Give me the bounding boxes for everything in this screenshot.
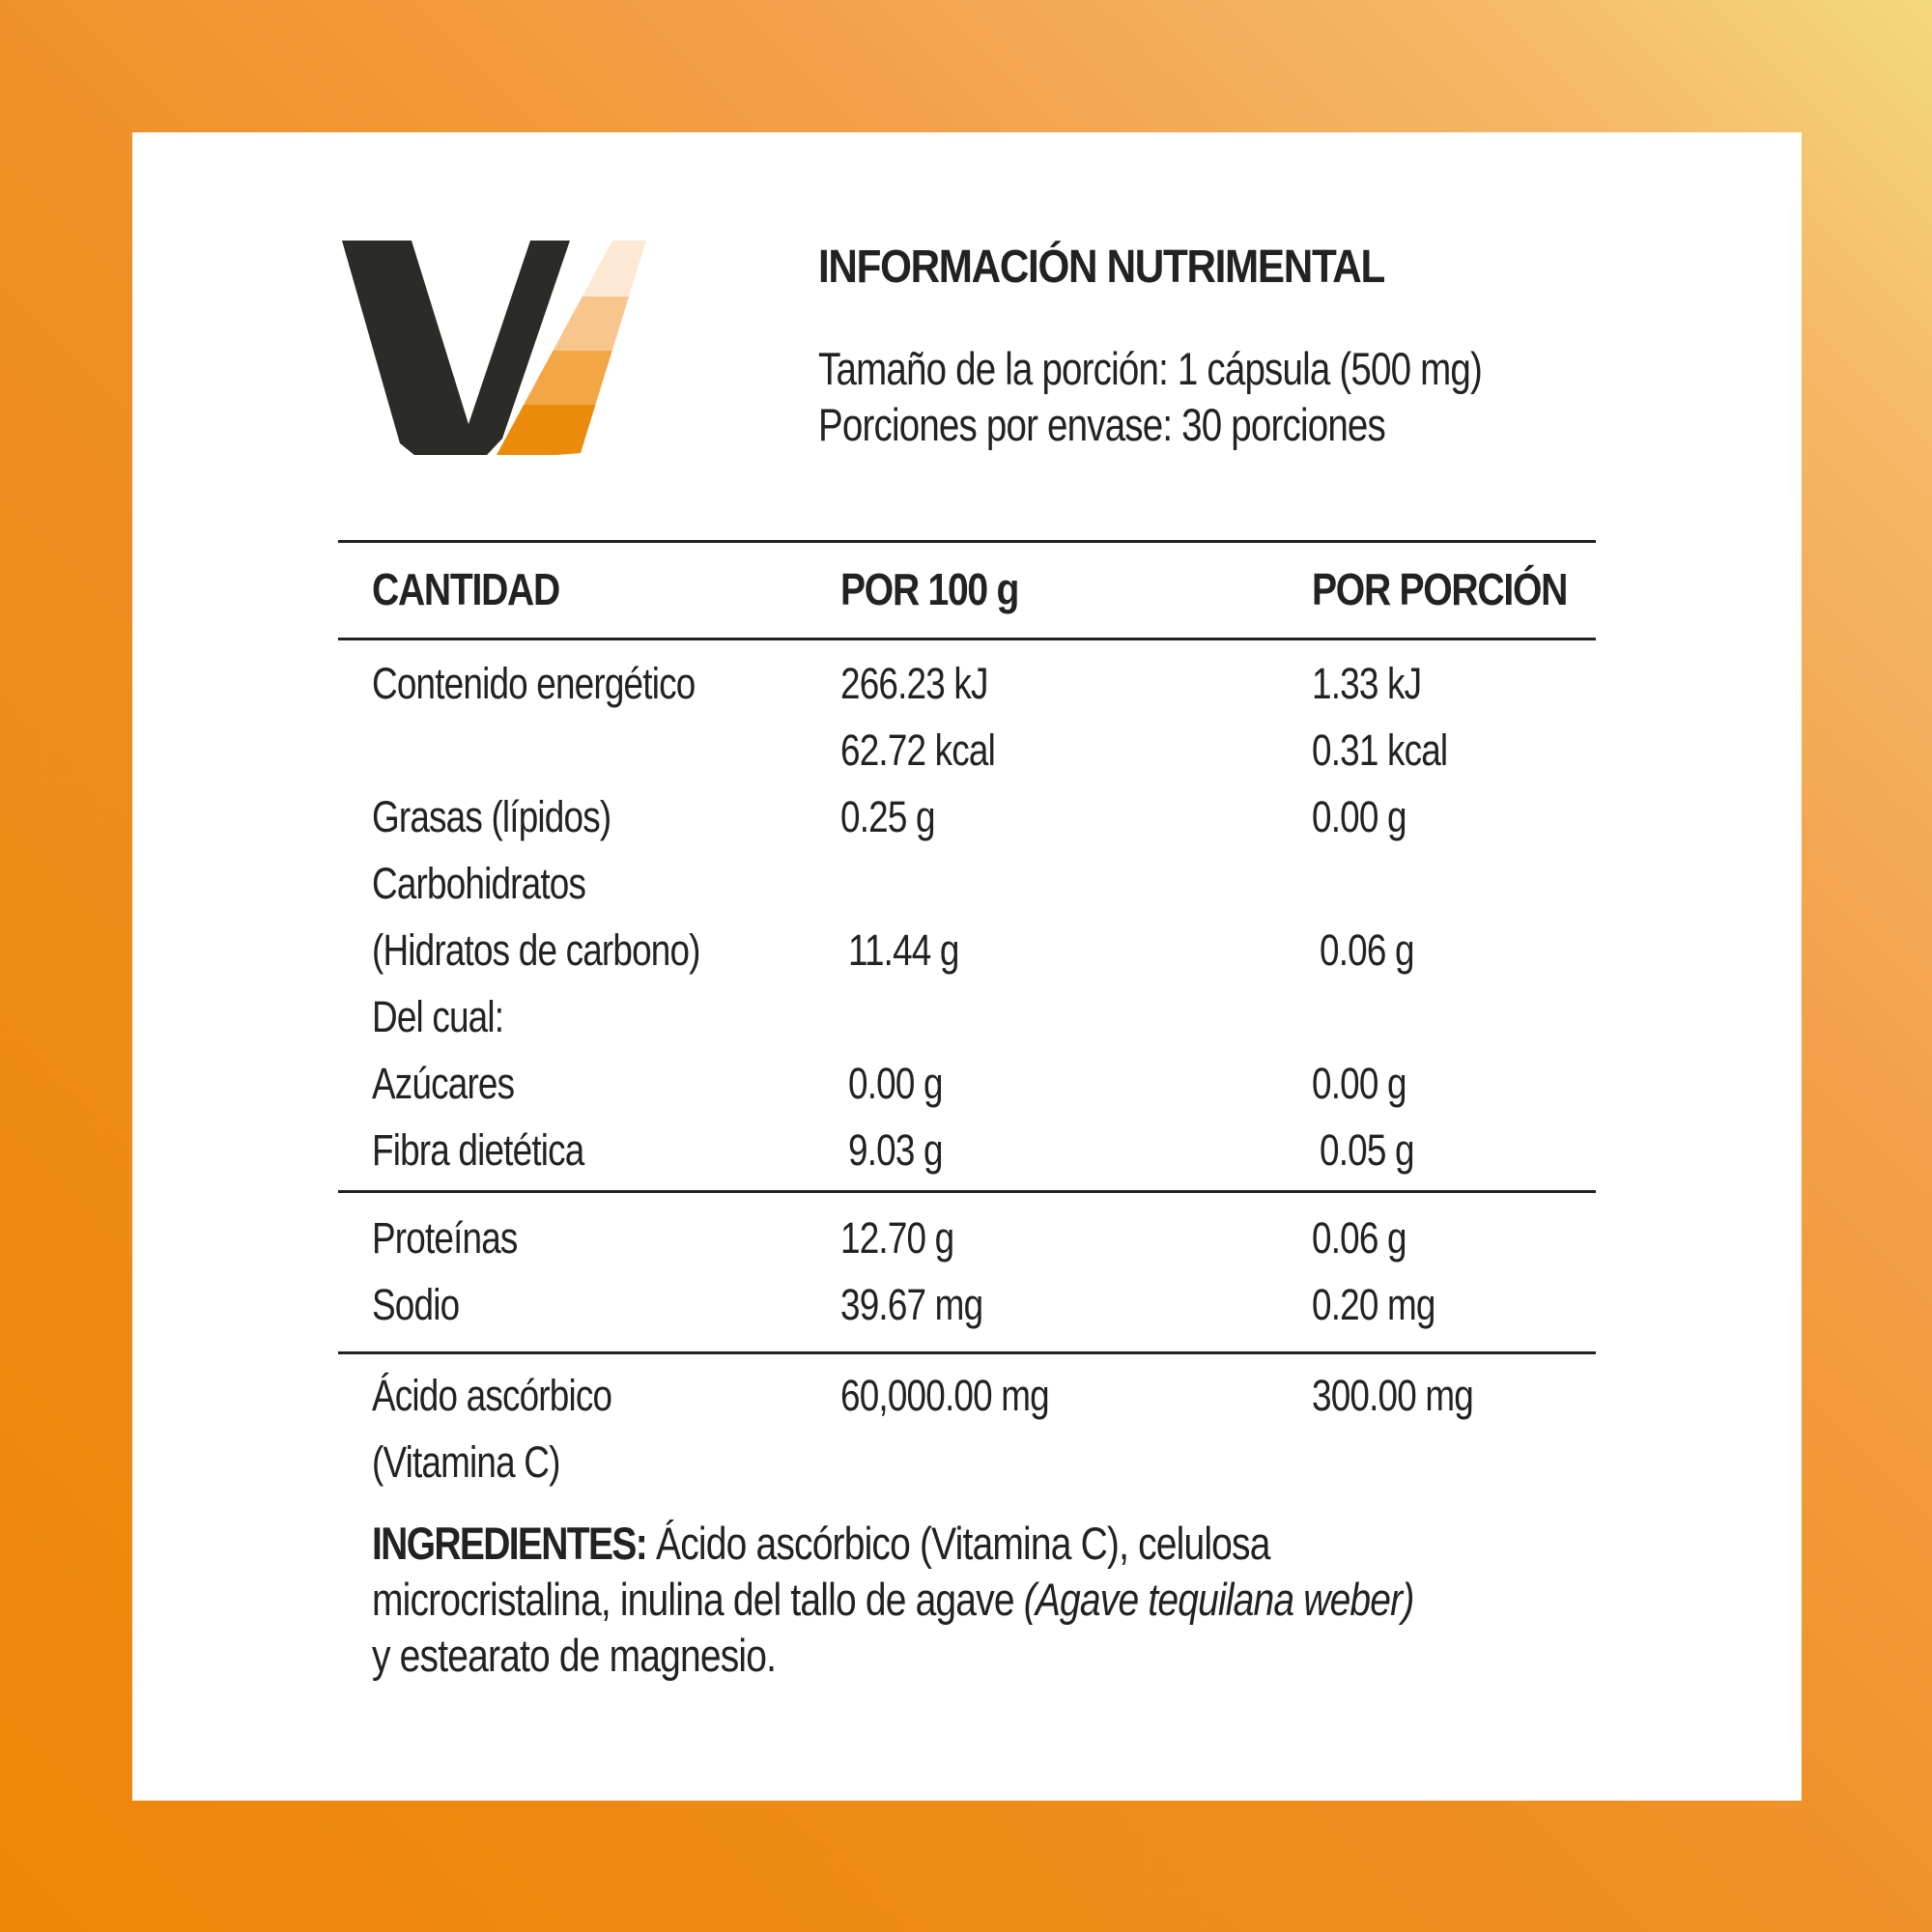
ingredients-label: INGREDIENTES:: [372, 1518, 647, 1569]
table-section-macros: [338, 640, 1596, 1190]
table-header-row: [338, 543, 1596, 638]
table-row-per100: 0.00 g: [848, 1059, 943, 1108]
table-section-vitamin: [338, 1354, 1596, 1509]
table-row-label: Carbohidratos: [372, 859, 586, 908]
header: [818, 239, 1707, 453]
table-row-label: Azúcares: [372, 1059, 515, 1108]
table-row-per-serving: 1.33 kJ: [1312, 659, 1422, 708]
table-row-per-serving: 0.20 mg: [1312, 1280, 1435, 1329]
table-row-per100: 60,000.00 mg: [840, 1371, 1049, 1420]
table-row-per-serving: 0.00 g: [1312, 792, 1406, 841]
table-row-per100: 12.70 g: [840, 1213, 954, 1263]
table-row-per-serving: 0.00 g: [1312, 1059, 1406, 1108]
table-row-per-serving: 300.00 mg: [1312, 1371, 1473, 1420]
table-row-label: Ácido ascórbico: [372, 1371, 612, 1420]
nutrition-table: [338, 540, 1596, 1509]
ingredients-text: Ácido ascórbico (Vitamina C), celulosa: [646, 1518, 1270, 1569]
table-row-per100: 9.03 g: [848, 1125, 943, 1175]
table-row-label: (Hidratos de carbono): [372, 925, 700, 975]
table-row-label: (Vitamina C): [372, 1437, 560, 1487]
table-row-label: Del cual:: [372, 992, 504, 1041]
nutrition-card: [132, 132, 1802, 1801]
table-row-label: Fibra dietética: [372, 1125, 584, 1175]
ingredients-text: y estearato de magnesio.: [372, 1630, 777, 1681]
table-row-per-serving: 0.05 g: [1320, 1125, 1414, 1175]
brand-logo-icon: [342, 241, 651, 472]
table-row-label: Sodio: [372, 1280, 460, 1329]
table-row-per100: 11.44 g: [848, 925, 959, 975]
table-row-label: Proteínas: [372, 1213, 518, 1263]
table-row-per-serving: 0.06 g: [1320, 925, 1414, 975]
ingredients-scientific-name: (Agave tequilana weber): [1023, 1574, 1414, 1625]
column-header-per-serving: POR PORCIÓN: [1312, 564, 1568, 614]
serving-size: Tamaño de la porción: 1 cápsula (500 mg): [818, 343, 1483, 394]
table-row-per100: 62.72 kcal: [840, 725, 996, 775]
ingredients-paragraph: [372, 1516, 1608, 1684]
table-row-per-serving: 0.31 kcal: [1312, 725, 1448, 775]
table-row-per100: 0.25 g: [840, 792, 935, 841]
table-row-per100: 266.23 kJ: [840, 659, 988, 708]
column-header-quantity: CANTIDAD: [372, 564, 559, 614]
page-title: INFORMACIÓN NUTRIMENTAL: [818, 242, 1384, 293]
table-row-per100: 39.67 mg: [840, 1280, 983, 1329]
table-row-per-serving: 0.06 g: [1312, 1213, 1406, 1263]
ingredients-text: microcristalina, inulina del tallo de agave: [372, 1574, 1024, 1625]
table-row-label: Grasas (lípidos): [372, 792, 611, 841]
servings-per-container: Porciones por envase: 30 porciones: [818, 399, 1385, 450]
column-header-per-100g: POR 100 g: [840, 564, 1019, 614]
table-row-label: Contenido energético: [372, 659, 696, 708]
table-section-protein-sodium: [338, 1193, 1596, 1351]
